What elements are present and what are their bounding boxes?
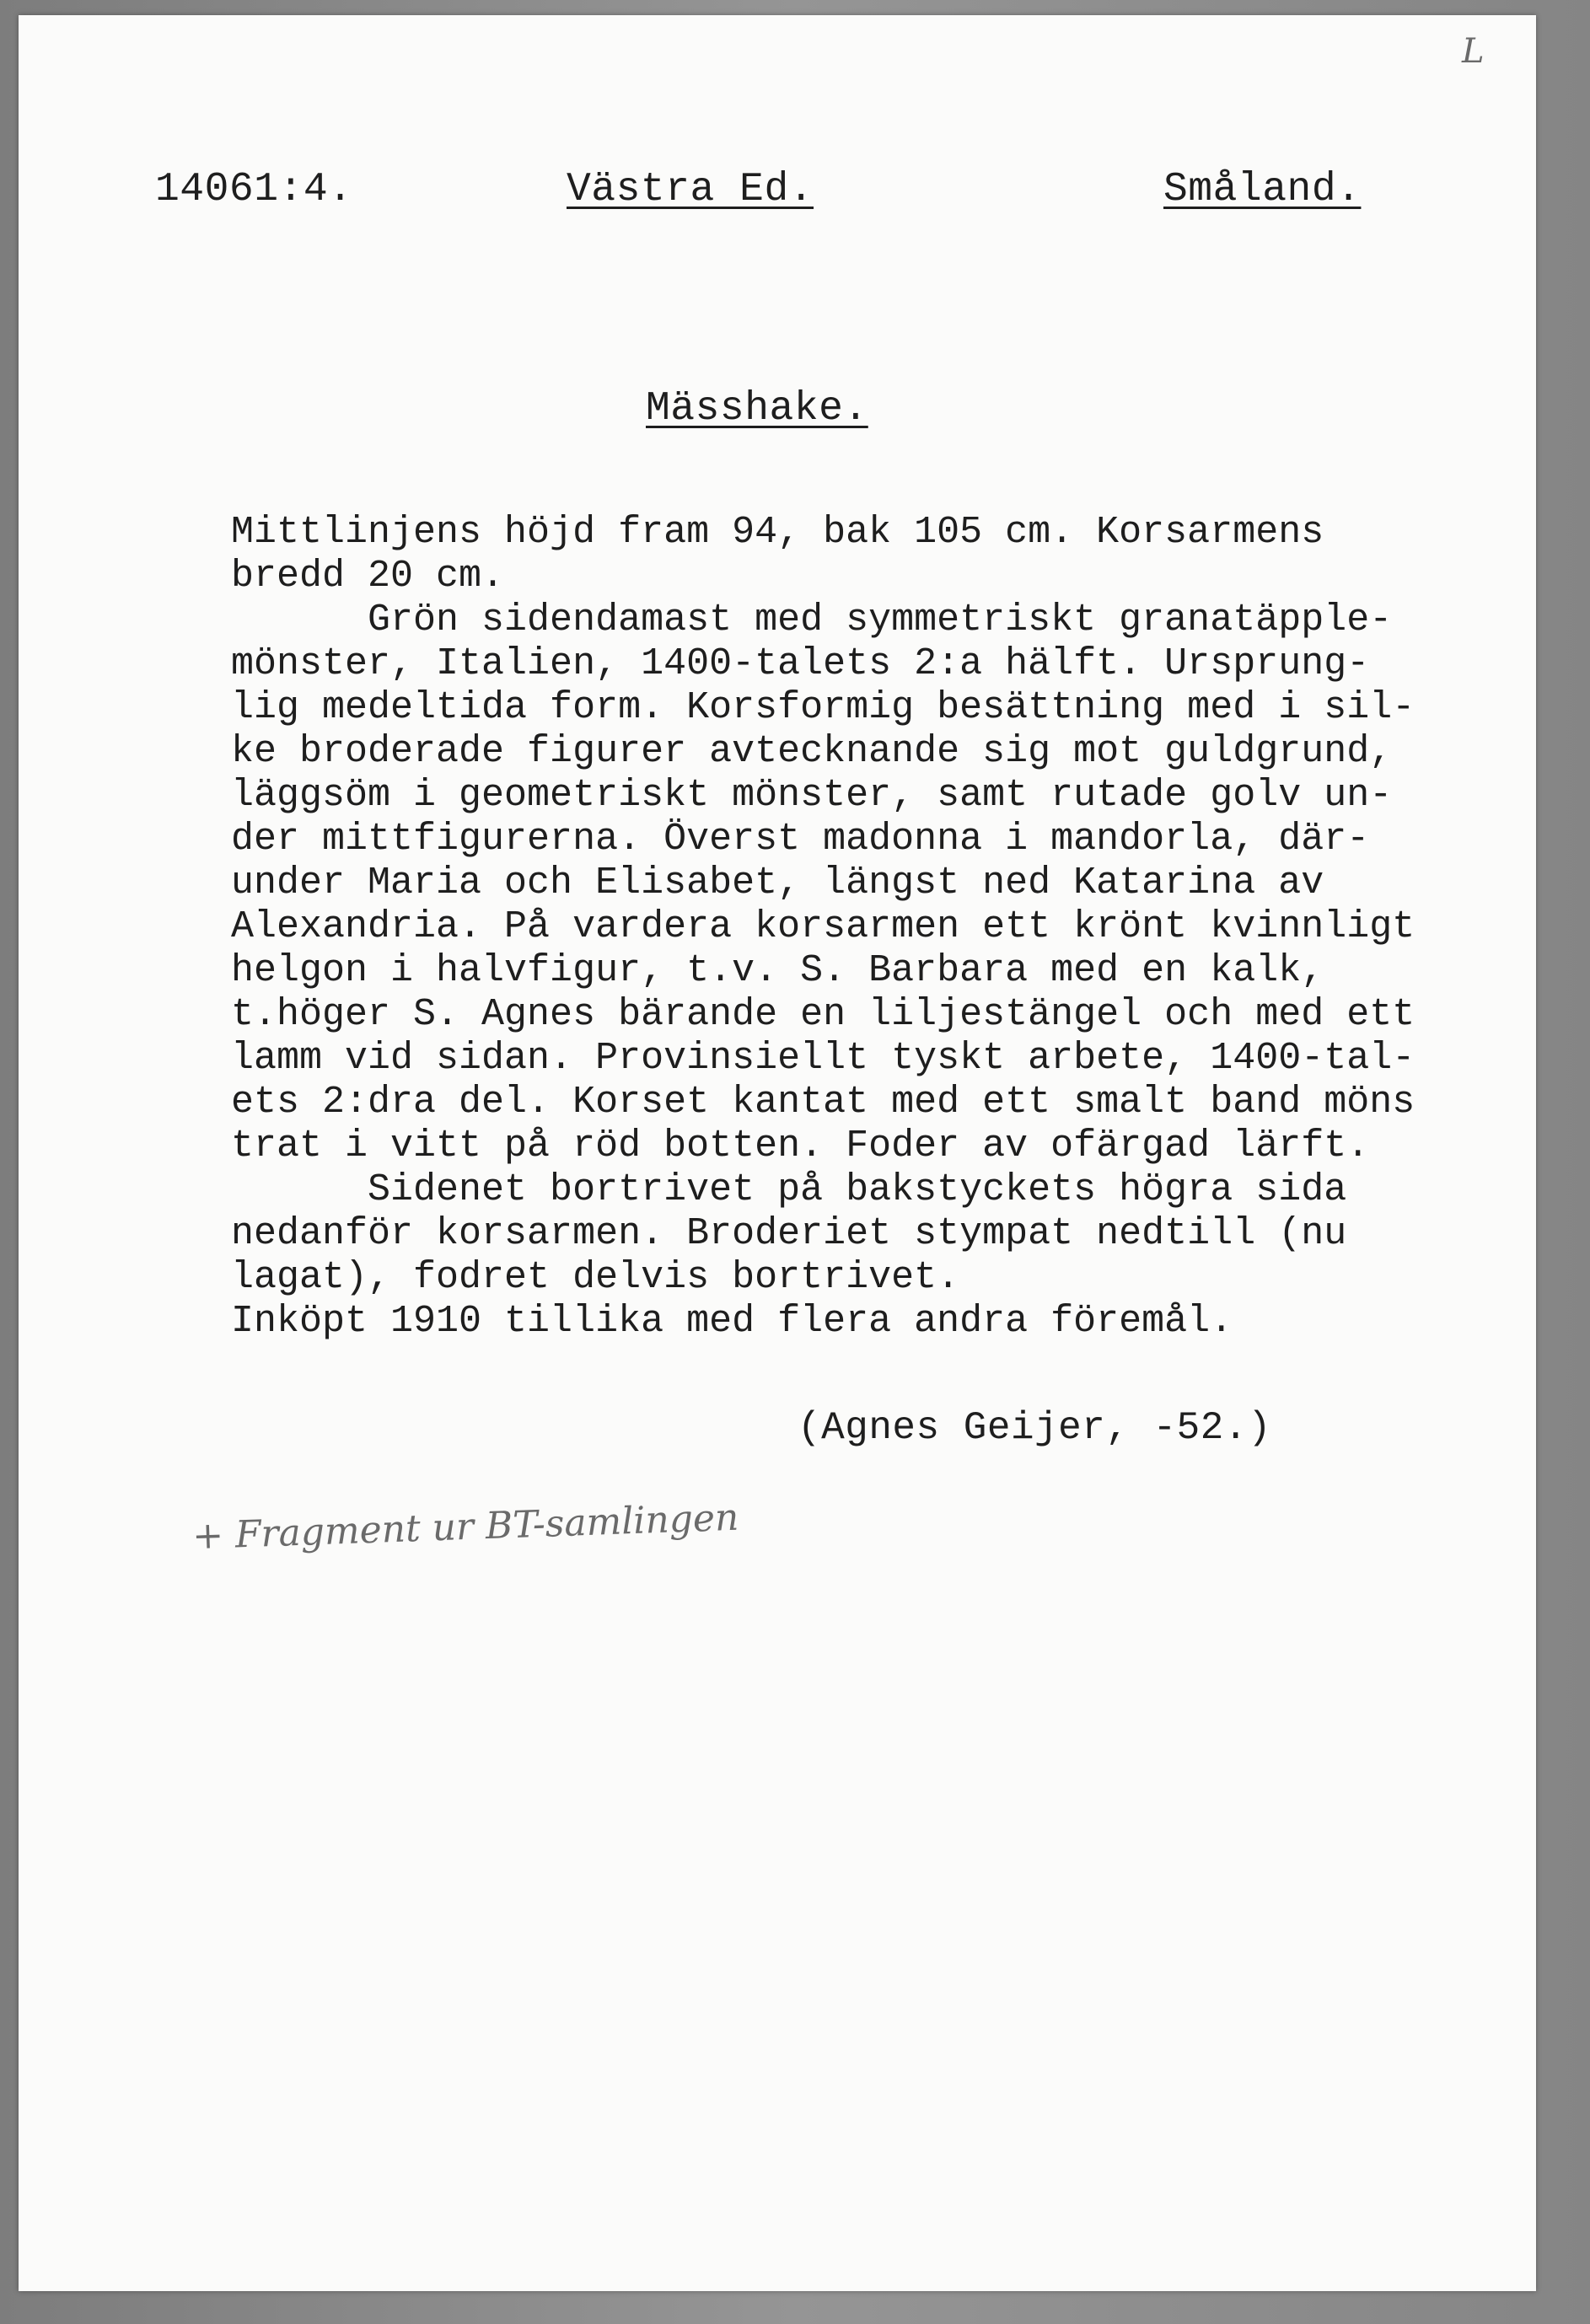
body-line: lig medeltida form. Korsformig besättning med i sil-: [231, 686, 1415, 729]
body-line: lagat), fodret delvis bortrivet.: [231, 1256, 960, 1299]
document-sheet: [19, 15, 1536, 2291]
body-line: ets 2:dra del. Korset kantat med ett smalt band möns: [231, 1081, 1415, 1124]
document-title: Mässhake.: [646, 386, 868, 432]
corner-mark: L: [1462, 32, 1485, 71]
body-line: Mittlinjens höjd fram 94, bak 105 cm. Korsarmens: [231, 511, 1324, 554]
body-line: Grön sidendamast med symmetriskt granatäpple-: [231, 598, 1393, 641]
body-line: under Maria och Elisabet, längst ned Katarina av: [231, 861, 1324, 904]
handwritten-note: + Fragment ur BT-samlingen: [191, 1495, 740, 1559]
body-line: t.höger S. Agnes bärande en liljestängel och med ett: [231, 993, 1415, 1036]
body-line: mönster, Italien, 1400-talets 2:a hälft. Ursprung-: [231, 642, 1370, 685]
parish-name: Västra Ed.: [567, 167, 814, 212]
province-name: Småland.: [1163, 167, 1362, 212]
body-line: läggsöm i geometriskt mönster, samt rutade golv un-: [231, 774, 1393, 817]
body-line: ke broderade figurer avtecknande sig mot guldgrund,: [231, 730, 1393, 773]
catalog-number: 14061:4.: [155, 167, 353, 212]
author-signature: (Agnes Geijer, -52.): [798, 1406, 1272, 1450]
body-line: Sidenet bortrivet på bakstyckets högra sida: [231, 1168, 1347, 1211]
body-line: bredd 20 cm.: [231, 555, 505, 598]
body-line: helgon i halvfigur, t.v. S. Barbara med en kalk,: [231, 949, 1324, 992]
body-line: lamm vid sidan. Provinsiellt tyskt arbete, 1400-tal-: [231, 1037, 1415, 1080]
body-line: der mittfigurerna. Överst madonna i mandorla, där-: [231, 818, 1370, 861]
body-line: nedanför korsarmen. Broderiet stympat nedtill (nu: [231, 1212, 1347, 1255]
body-line: Inköpt 1910 tillika med flera andra föremål.: [231, 1300, 1233, 1343]
body-line: trat i vitt på röd botten. Foder av ofärgad lärft.: [231, 1124, 1370, 1167]
body-line: Alexandria. På vardera korsarmen ett krönt kvinnligt: [231, 905, 1415, 948]
